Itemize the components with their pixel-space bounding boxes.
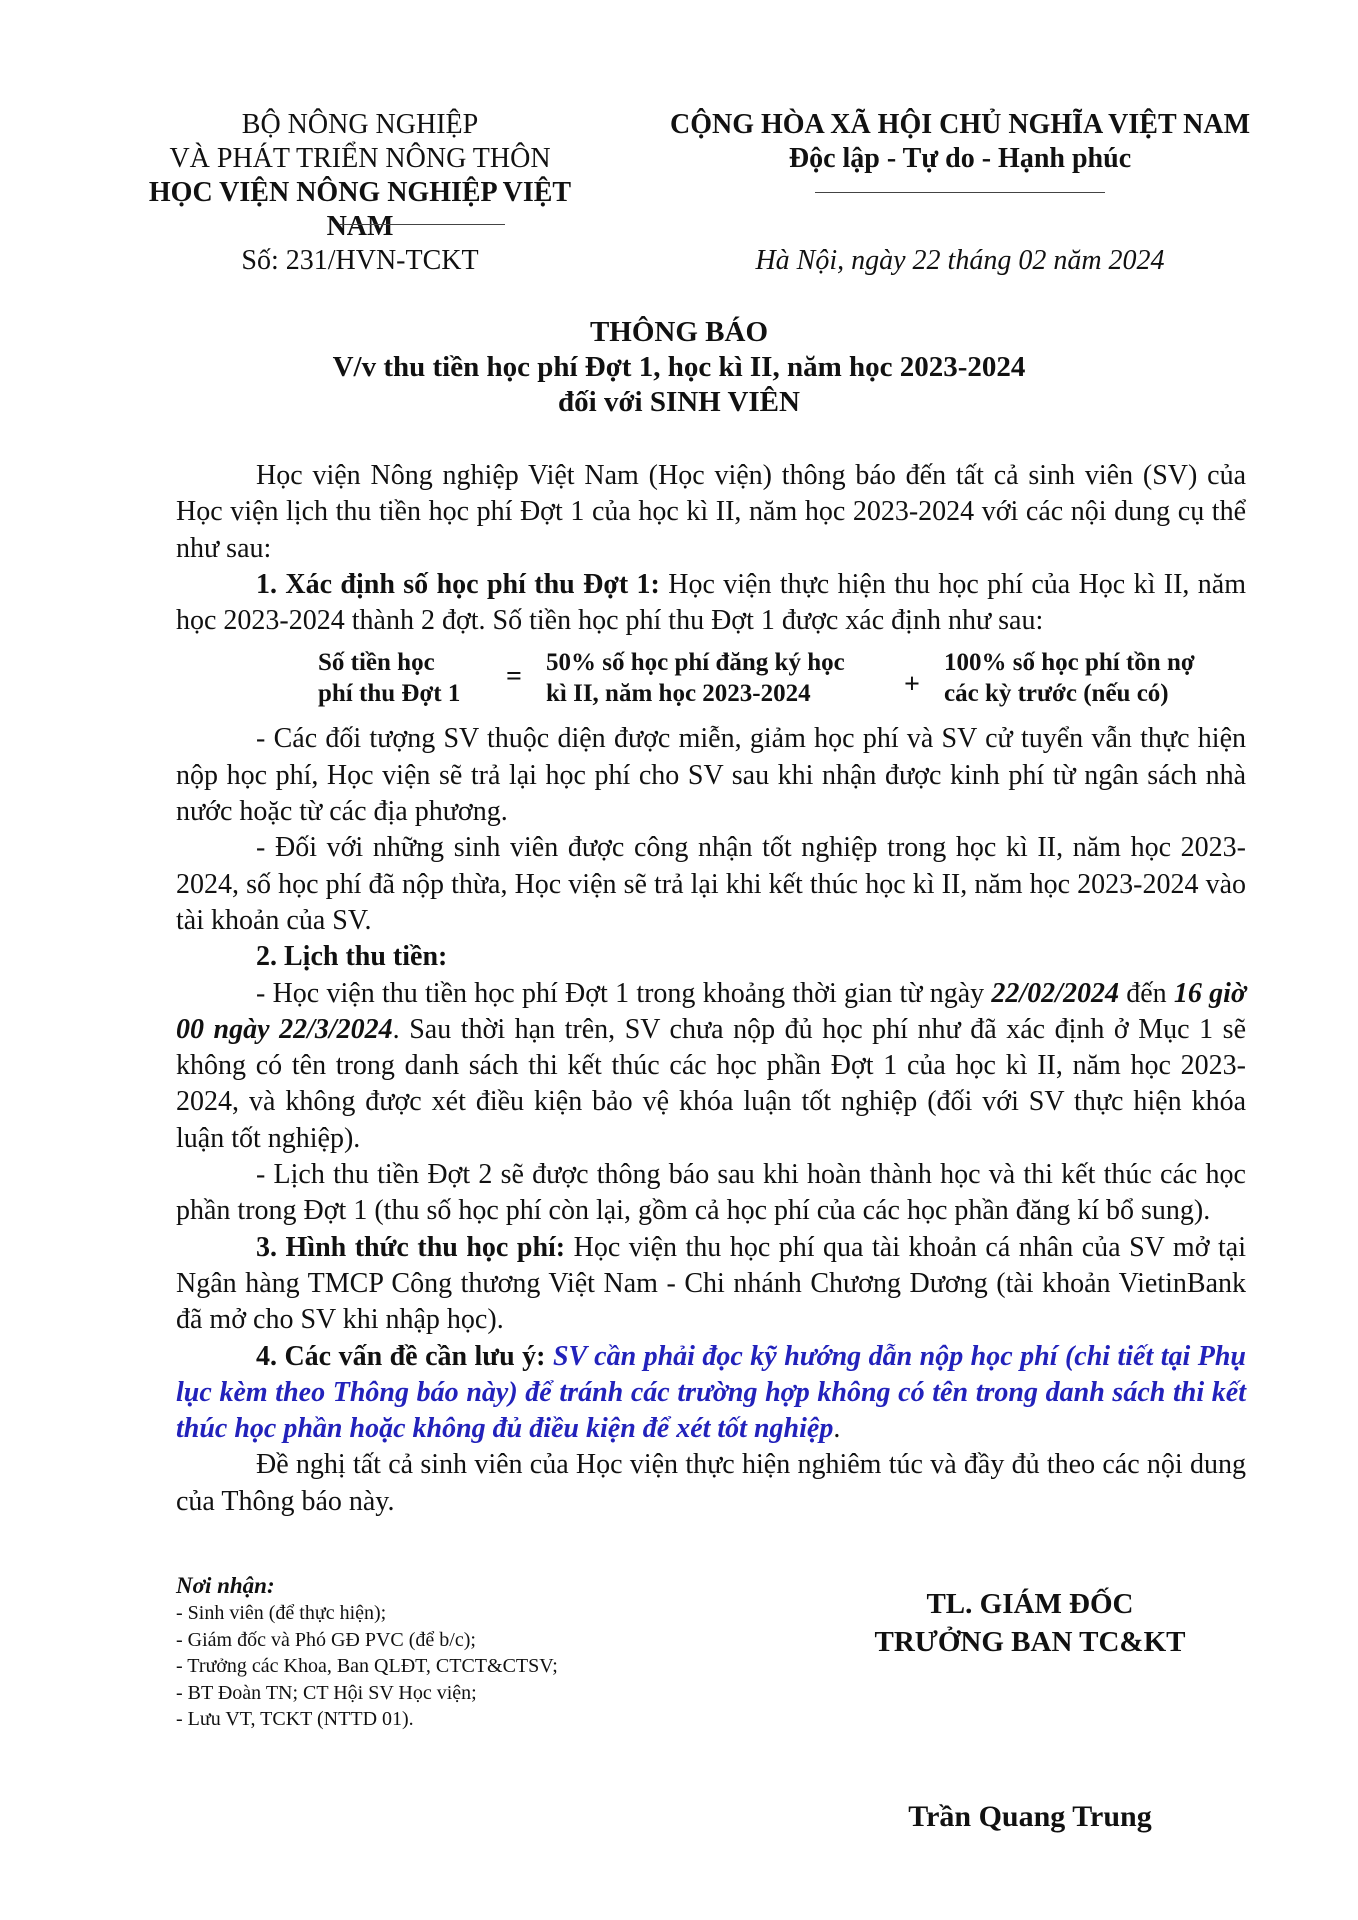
s2-text-a: - Học viện thu tiền học phí Đợt 1 trong khoảng thời gian từ ngày bbox=[256, 977, 992, 1009]
section-3-paragraph bbox=[176, 1230, 1246, 1339]
formula-left bbox=[318, 647, 518, 709]
formula-left-line1: Số tiền học bbox=[318, 649, 435, 677]
title-block bbox=[0, 315, 1358, 420]
signature-title-line1: TL. GIÁM ĐỐC bbox=[926, 1588, 1134, 1620]
recipients-block bbox=[176, 1572, 736, 1733]
section-1-note-2: - Đối với những sinh viên được công nhận tốt nghiệp trong học kì II, năm học 2023-2024, số học phí đã nộp thừa, Học viện sẽ trả lại khi kết thúc học kì II, năm học 2023-2024 vào tài khoản của SV. bbox=[176, 832, 1246, 936]
formula-equals: = bbox=[506, 661, 522, 693]
formula-middle-line1: 50% số học phí đăng ký học bbox=[546, 649, 845, 677]
document-number: Số: 231/HVN-TCKT bbox=[241, 245, 479, 276]
national-motto-block bbox=[660, 108, 1260, 176]
section-1-paragraph bbox=[176, 567, 1246, 640]
fee-formula bbox=[176, 643, 1246, 721]
agency-divider bbox=[340, 224, 505, 225]
formula-middle-line2: kì II, năm học 2023-2024 bbox=[546, 680, 811, 708]
section-1-text: Học viện thực hiện thu học phí của Học kì II, năm học 2023-2024 thành 2 đợt. Số tiền học phí thu Đợt 1 được xác định như sau: bbox=[176, 568, 1246, 637]
subject-line-2: đối với SINH VIÊN bbox=[558, 386, 800, 418]
section-3-heading: 3. Hình thức thu học phí: bbox=[256, 1231, 566, 1263]
motto: Độc lập - Tự do - Hạnh phúc bbox=[788, 143, 1132, 174]
section-1-note-1: - Các đối tượng SV thuộc diện được miễn, giảm học phí và SV cử tuyển vẫn thực hiện nộp học phí, Học viện sẽ trả lại học phí cho SV sau khi nhận được kinh phí từ ngân sách nhà nước hoặc từ các địa phương. bbox=[176, 723, 1246, 828]
country-name: CỘNG HÒA XÃ HỘI CHỦ NGHĨA VIỆT NAM bbox=[669, 109, 1251, 140]
document-body bbox=[176, 458, 1246, 1520]
formula-left-line2: phí thu Đợt 1 bbox=[318, 680, 461, 708]
academy-name: HỌC VIỆN NÔNG NGHIỆP VIỆT NAM bbox=[148, 177, 572, 242]
motto-divider bbox=[815, 192, 1105, 193]
formula-right-line2: các kỳ trước (nếu có) bbox=[944, 680, 1169, 708]
section-4-heading: 4. Các vấn đề cần lưu ý: bbox=[256, 1340, 546, 1372]
section-4-paragraph bbox=[176, 1339, 1246, 1448]
subject-line-1: V/v thu tiền học phí Đợt 1, học kì II, năm học 2023-2024 bbox=[332, 351, 1026, 383]
section-4-notice: SV cần phải đọc kỹ hướng dẫn nộp học phí (chi tiết tại Phụ lục kèm theo Thông báo này) để tránh các trường hợp không có tên trong danh sách thi kết thúc học phần hoặc không đủ điều kiện để xét tốt nghiệp bbox=[176, 1340, 1246, 1445]
ministry-name-line2: VÀ PHÁT TRIỂN NÔNG THÔN bbox=[169, 143, 551, 174]
recipient-item: - Trưởng các Khoa, Ban QLĐT, CTCT&CTSV; bbox=[176, 1655, 558, 1677]
document-title: THÔNG BÁO bbox=[589, 316, 769, 348]
collection-start-date: 22/02/2024 bbox=[991, 977, 1119, 1009]
section-2-heading: 2. Lịch thu tiền: bbox=[256, 941, 448, 973]
recipient-item: - Giám đốc và Phó GĐ PVC (để b/c); bbox=[176, 1628, 476, 1651]
section-2-paragraph-1 bbox=[176, 976, 1246, 1157]
formula-right-line1: 100% số học phí tồn nợ bbox=[944, 649, 1195, 677]
recipients-title: Nơi nhận: bbox=[176, 1573, 275, 1598]
formula-middle bbox=[546, 647, 926, 709]
s2-text-b: đến bbox=[1118, 977, 1174, 1009]
section-1-heading: 1. Xác định số học phí thu Đợt 1: bbox=[256, 568, 660, 600]
closing-paragraph: Đề nghị tất cả sinh viên của Học viện thực hiện nghiêm túc và đầy đủ theo các nội dung của Thông báo này. bbox=[176, 1449, 1246, 1517]
recipient-item: - BT Đoàn TN; CT Hội SV Học viện; bbox=[176, 1681, 477, 1704]
formula-plus: + bbox=[904, 669, 920, 701]
section-4-end: . bbox=[833, 1413, 841, 1445]
recipient-item: - Lưu VT, TCKT (NTTD 01). bbox=[176, 1708, 414, 1730]
s2-text-c: . Sau thời hạn trên, SV chưa nộp đủ học phí như đã xác định ở Mục 1 sẽ không có tên trong danh sách thi kết thúc các học phần Đợt 1 của học kì II, năm học 2023-2024, và không được xét điều kiện bảo vệ khóa luận tốt nghiệp (đối với SV thực hiện khóa luận tốt nghiệp). bbox=[176, 1013, 1247, 1154]
document-date: Hà Nội, ngày 22 tháng 02 năm 2024 bbox=[755, 245, 1165, 276]
formula-right bbox=[944, 647, 1264, 709]
intro-paragraph: Học viện Nông nghiệp Việt Nam (Học viện) thông báo đến tất cả sinh viên (SV) của Học viện lịch thu tiền học phí Đợt 1 của học kì II, năm học 2023-2024 với các nội dung cụ thể như sau: bbox=[176, 460, 1246, 564]
recipients-list bbox=[176, 1600, 736, 1733]
signature-title-line2: TRƯỞNG BAN TC&KT bbox=[874, 1626, 1186, 1658]
ministry-name-line1: BỘ NÔNG NGHIỆP bbox=[241, 109, 479, 140]
signature-title-block bbox=[800, 1585, 1260, 1661]
signer-name: Trần Quang Trung bbox=[908, 1800, 1152, 1833]
section-2-paragraph-2: - Lịch thu tiền Đợt 2 sẽ được thông báo sau khi hoàn thành học và thi kết thúc các học phần trong Đợt 1 (thu số học phí còn lại, gồm cả học phí của các học phần đăng kí bổ sung). bbox=[176, 1159, 1246, 1227]
section-3-text: Học viện thu học phí qua tài khoản cá nhân của SV mở tại Ngân hàng TMCP Công thương Việt Nam - Chi nhánh Chương Dương (tài khoản VietinBank đã mở cho SV khi nhập học). bbox=[176, 1231, 1247, 1336]
recipient-item: - Sinh viên (để thực hiện); bbox=[176, 1602, 387, 1624]
collection-deadline: 16 giờ 00 ngày 22/3/2024 bbox=[176, 977, 1246, 1045]
